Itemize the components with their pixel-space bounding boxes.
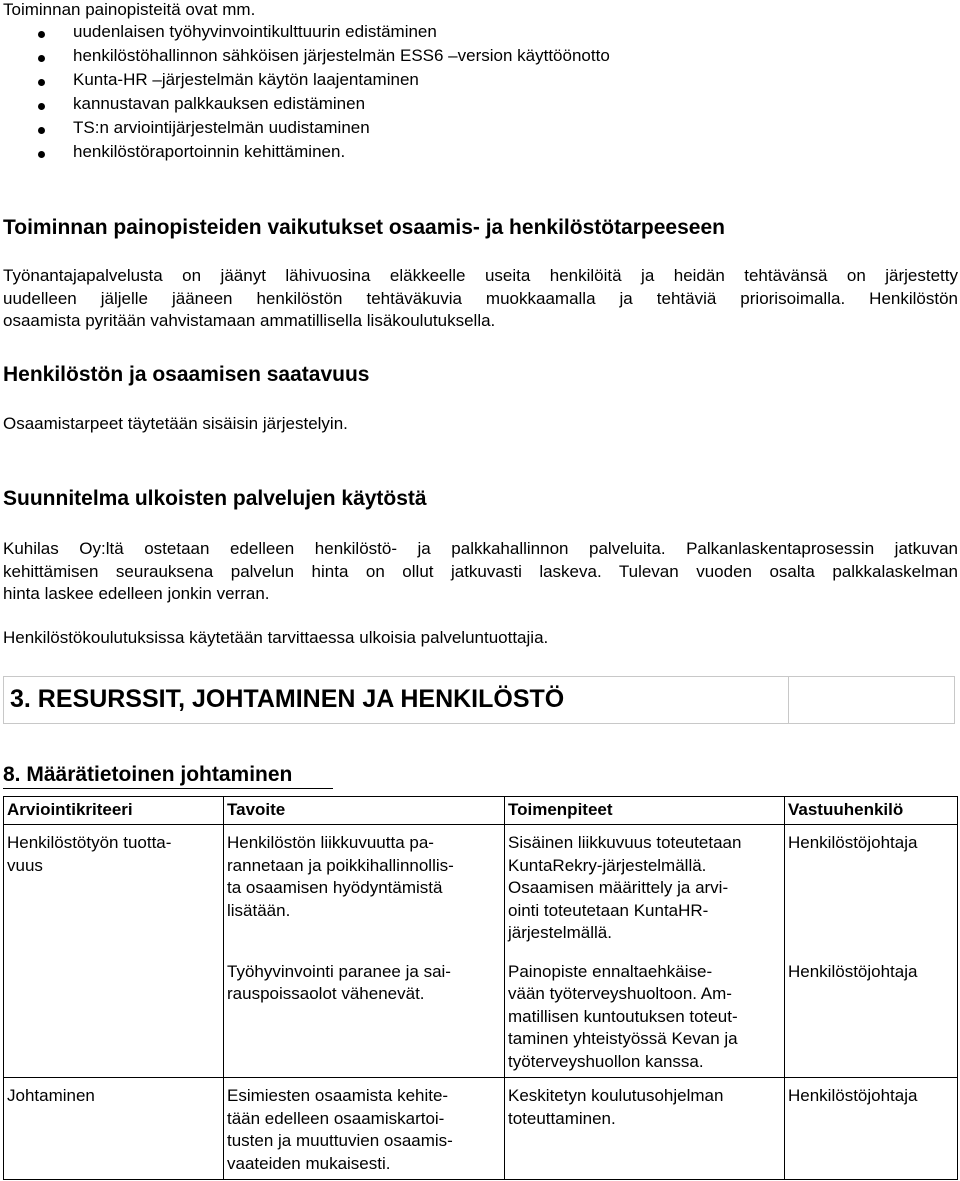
bullet-icon [38,151,45,158]
column-header: Vastuuhenkilö [785,797,958,825]
bullet-icon [38,79,45,86]
bullet-icon [38,55,45,62]
section-heading-availability: Henkilöstön ja osaamisen saatavuus [3,363,370,386]
section-paragraph-availability: Osaamistarpeet täytetään sisäisin järjestelyin. [3,414,348,433]
table-cell: Johtaminen [4,1078,224,1180]
bullet-icon [38,127,45,134]
section-paragraph-external-services: Kuhilas Oy:ltä ostetaan edelleen henkilöstö- ja palkkahallinnon palveluita. Palkanlaskentaprosessin jatkuvan kehittämisen seurauksena palvelun hinta on ollut jatkuvasti laskeva. Tulevan vuoden osalta palkkalaskelman hinta laskee edelleen jonkin verran. [3,539,958,603]
subchapter-title: 8. Määrätietoinen johtaminen [3,763,293,786]
chapter-heading-box [3,676,955,724]
bullet-icon [38,103,45,110]
bullet-icon [38,31,45,38]
table-cell: Sisäinen liikkuvuus toteutetaan KuntaRekry-järjestelmällä. Osaamisen määrittely ja arvi- ointi toteutetaan KuntaHR- järjestelmällä. [505,825,785,949]
table-cell: Esimiesten osaamista kehite- tään edelleen osaamiskartoi- tusten ja muuttuvien osaamis- vaateiden mukaisesti. [224,1078,505,1180]
column-header: Arviointikriteeri [4,797,224,825]
table-row [4,1078,958,1180]
table-cell: Henkilöstöjohtaja [785,949,958,1078]
section-heading-impacts: Toiminnan painopisteiden vaikutukset osaamis- ja henkilöstötarpeeseen [3,216,725,239]
column-header: Toimenpiteet [505,797,785,825]
chapter-title: 3. RESURSSIT, JOHTAMINEN JA HENKILÖSTÖ [10,685,565,713]
goals-table [3,796,958,1180]
section-paragraph-training: Henkilöstökoulutuksissa käytetään tarvittaessa ulkoisia palveluntuottajia. [3,628,549,647]
column-header: Tavoite [224,797,505,825]
table-cell: Henkilöstöjohtaja [785,1078,958,1180]
section-paragraph-impacts: Työnantajapalvelusta on jäänyt lähivuosina eläkkeelle useita henkilöitä ja heidän tehtävänsä on järjestetty uudelleen jäljelle jääneen henkilöstön tehtäväkuvia muokkaamalla ja tehtäviä priorisoimalla. Henkilöstön osaamista pyritään vahvistamaan ammatillisella lisäkoulutuksella. [3,266,958,330]
table-cell: Painopiste ennaltaehkäise- vään työterveyshuoltoon. Am- matillisen kuntoutuksen toteut- taminen yhteistyössä Kevan ja työterveyshuollon kanssa. [505,949,785,1078]
table-cell: Työhyvinvointi paranee ja sai- rauspoissaolot vähenevät. [224,949,505,1078]
table-cell: Henkilöstön liikkuvuutta pa- rannetaan ja poikkihallinnollis- ta osaamisen hyödyntämistä lisätään. [224,825,505,949]
table-cell: Henkilöstötyön tuotta- vuus [4,825,224,1078]
table-header-row [4,797,958,825]
table-cell: Keskitetyn koulutusohjelman toteuttaminen. [505,1078,785,1180]
table-row [4,825,958,949]
table-cell: Henkilöstöjohtaja [785,825,958,949]
subchapter-underline [3,788,333,789]
section-heading-external-services: Suunnitelma ulkoisten palvelujen käytöstä [3,487,427,510]
intro-text: Toiminnan painopisteitä ovat mm. [3,0,256,19]
